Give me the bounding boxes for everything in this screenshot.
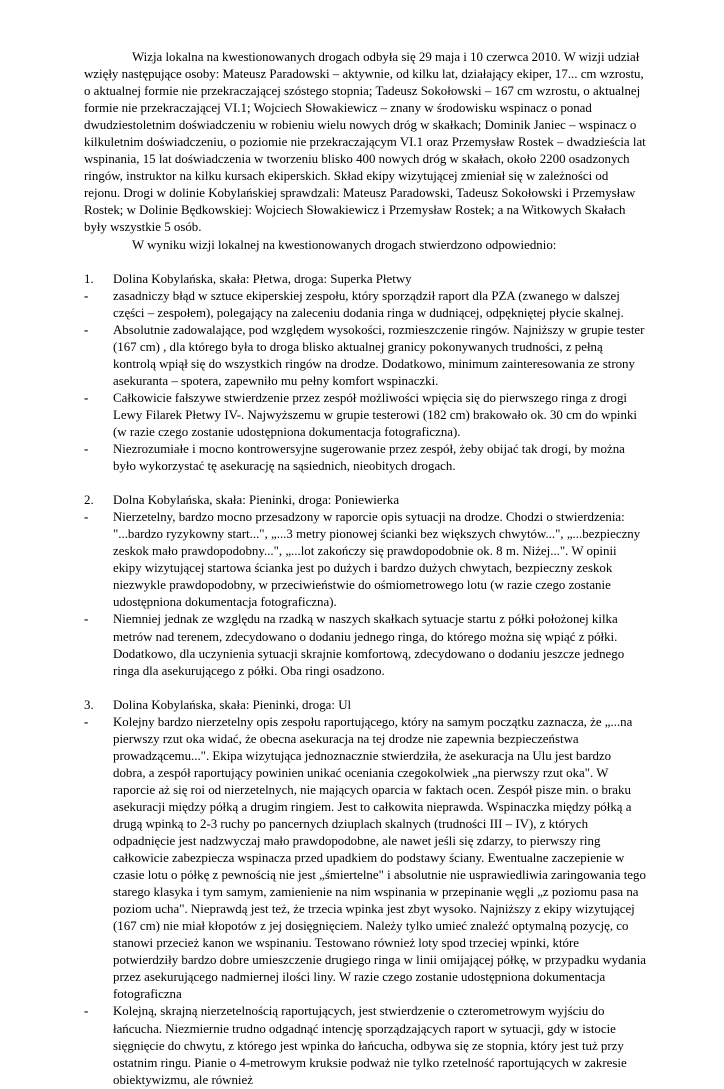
section-number: 2.: [84, 493, 94, 508]
summary-intro-paragraph: W wyniku wizji lokalnej na kwestionowanych drogach stwierdzono odpowiednio:: [132, 237, 557, 252]
section-heading: [84, 492, 646, 509]
dash-bullet-marker: -: [84, 322, 89, 337]
section-title: Dolna Kobylańska, skała: Pieninki, droga: Poniewierka: [113, 493, 400, 508]
section-number: 1.: [84, 271, 94, 286]
intro-paragraph: Wizja lokalna na kwestionowanych drogach odbyła się 29 maja i 10 czerwca 2010. W wizji udział wzięły następujące osoby: Mateusz Paradowski – aktywnie, od kilku lat, działający ekiper, 17... cm wzrostu, o aktualnej formie nie przekraczającej szóstego stopnia; Tadeusz Sokołowski – 167 cm wzrostu, o aktualnej formie nie przekraczającej VI.1; Wojciech Słowakiewicz – znany w środowisku wspinacz o ponad dwudziestoletnim doświadczeniu w robieniu wielu nowych dróg w skałkach; Dominik Janiec – wspinacz o kilkuletnim doświadczeniu, o poziomie nie przekraczającym VI.1 oraz Przemysław Rostek – dwadzieścia lat wspinania, 15 lat doświadczenia w tworzeniu blisko 400 nowych dróg w skałach, około 2200 osadzonych ringów, instruktor na kilku kursach ekiperskich. Skład ekipy wizytującej zmieniał się w zależności od rejonu. Drogi w dolinie Kobylańskiej sprawdzali: Mateusz Paradowski, Tadeusz Sokołowski i Przemysław Rostek; w Dolinie Będkowskiej: Wojciech Słowakiewicz i Przemysław Rostek; a na Witkowych Skałach były wszystkie 5 osób.: [84, 50, 646, 235]
dash-bullet-marker: -: [84, 390, 89, 405]
bullet-item: - Niemniej jednak ze względu na rzadką w naszych skałkach sytuacje startu z półki położonej kilka metrów nad terenem, zdecydowano o dodaniu jednego ringa, do którego można się wpiąć z półki. Dodatkowo, dla uczynienia sytuacji skrajnie komfortową, zdecydowano o dodaniu jeszcze jednego ringa dla asekurującego z półki. Oba ringi osadzono.: [84, 612, 625, 678]
bullet-item: - Kolejny bardzo nierzetelny opis zespołu raportującego, który na samym początku zaznacza, że „...na pierwszy rzut oka widać, że obecna asekuracja na tej drodze nie zapewnia bezpieczeństwa prowadzącemu...". Ekipa wizytująca jednoznacznie stwierdziła, że asekuracja na Ulu jest bardzo dobra, a zespół raportujący powinien unikać oceniania czegokolwiek „na pierwszy rzut oka". W raporcie aż się roi od nierzetelnych, nie mających oparcia w faktach ocen. Zespół pisze min. o braku asekuracji między półką a drugim ringiem. Jest to całkowita nieprawda. Wspinaczka między półką a drugą wpinką to 2-3 ruchy po pancernych dziuplach skalnych (trudności III – IV), z których odpadnięcie jest nadzwyczaj mało prawdopodobne, ale nawet jeśli się zdarzy, to pierwszy ring całkowicie zabezpiecza wspinacza przed upadkiem do podstawy ściany. Ewentualne zaczepienie w czasie lotu o półkę z pewnością nie jest „śmiertelne" i absolutnie nie usprawiedliwia zaringowania tego starego klasyka i tym samym, zamienienie na nim wspinania w przepinanie węgli „z poziomu pasa na poziom ucha". Nieprawdą jest też, że trzecia wpinka jest zbyt wysoko. Najniższy z ekipy wizytującej (167 cm) nie miał kłopotów z jej dosięgnięciem. Należy tylko umieć znaleźć optymalną pozycję, co stanowi przecież kanon we wspinaniu. Testowano również loty spod trzeciej wpinki, które potwierdziły bardzo dobre umieszczenie drugiego ringa w linii omijającej półkę, w przypadku wydania przez asekurującego nadmiernej ilości liny. W razie czego zostanie udostępniona dokumentacja fotograficzna: [84, 714, 646, 1002]
section-heading: [84, 271, 646, 288]
section-2: [84, 492, 646, 680]
dash-bullet-marker: -: [84, 612, 89, 627]
dash-bullet-marker: -: [84, 442, 89, 457]
section-3: [84, 697, 646, 1089]
section-title: Dolina Kobylańska, skała: Płetwa, droga: Superka Płetwy: [113, 271, 412, 286]
bullet-item: - Całkowicie fałszywe stwierdzenie przez zespół możliwości wpięcia się do pierwszego ringa z drogi Lewy Filarek Płetwy IV-. Najwyższemu w grupie testerowi (182 cm) brakowało ok. 30 cm do wpinki (w razie czego zostanie udostępniona dokumentacja fotograficzna).: [84, 390, 637, 439]
dash-bullet-marker: -: [84, 510, 89, 525]
bullet-item: - Absolutnie zadowalające, pod względem wysokości, rozmieszczenie ringów. Najniższy w grupie tester (167 cm) , dla którego była to droga blisko aktualnej granicy pokonywanych trudności, z pełną kontrolą wpiął się do wszystkich ringów na drodze. Dodatkowo, minimum zainteresowania ze strony asekuranta – spotera, zapewniło mu pełny komfort wspinaczki.: [84, 322, 645, 388]
dash-bullet-marker: -: [84, 1004, 89, 1019]
section-number: 3.: [84, 697, 94, 712]
bullet-item: - Niezrozumiałe i mocno kontrowersyjne sugerowanie przez zespół, żeby obijać tak drogi, by można było wykorzystać tę asekurację na sąsiednich, nieobitych drogach.: [84, 442, 625, 474]
dash-bullet-marker: -: [84, 288, 89, 303]
dash-bullet-marker: -: [84, 714, 89, 729]
bullet-item: - zasadniczy błąd w sztuce ekiperskiej zespołu, który sporządził raport dla PZA (zwanego w dalszej części – zespołem), polegający na zaleceniu dodania ringa w dudniącej, odpękniętej płycie skalnej.: [84, 288, 624, 320]
section-heading: [84, 697, 646, 714]
bullet-item: - Nierzetelny, bardzo mocno przesadzony w raporcie opis sytuacji na drodze. Chodzi o stwierdzenia: "...bardzo ryzykowny start...", „...3 metry pionowej ścianki bez większych chwytów...", „...bezpieczny zeskok mało prawdopodobny...", „...lot zakończy się prawdopodobnie ok. 8 m. Niżej...". W opinii ekipy wizytującej startowa ścianka jest po dużych i bardzo dużych chwytach, bezpieczny zeskok niezwykle prawdopodobny, w przeciwieństwie do ośmiometrowego lotu (w razie czego zostanie udostępniona dokumentacja fotograficzna).: [84, 510, 641, 610]
bullet-item: - Kolejną, skrajną nierzetelnością raportujących, jest stwierdzenie o czterometrowym wyjściu do łańcucha. Niezmiernie trudno odgadnąć intencję sporządzających raport w sytuacji, gdy w istocie sięgnięcie do chwytu, z którego jest wpinka do łańcucha, odbywa się ze stopnia, który jest tuż przy ostatnim ringu. Pianie o 4-metrowym kruksie podważ nie tylko rzetelność raportujących w zakresie obiektywizmu, ale również: [84, 1004, 627, 1087]
document-page: [84, 49, 646, 1089]
section-title: Dolina Kobylańska, skała: Pieninki, droga: Ul: [113, 697, 352, 712]
section-1: [84, 271, 646, 476]
